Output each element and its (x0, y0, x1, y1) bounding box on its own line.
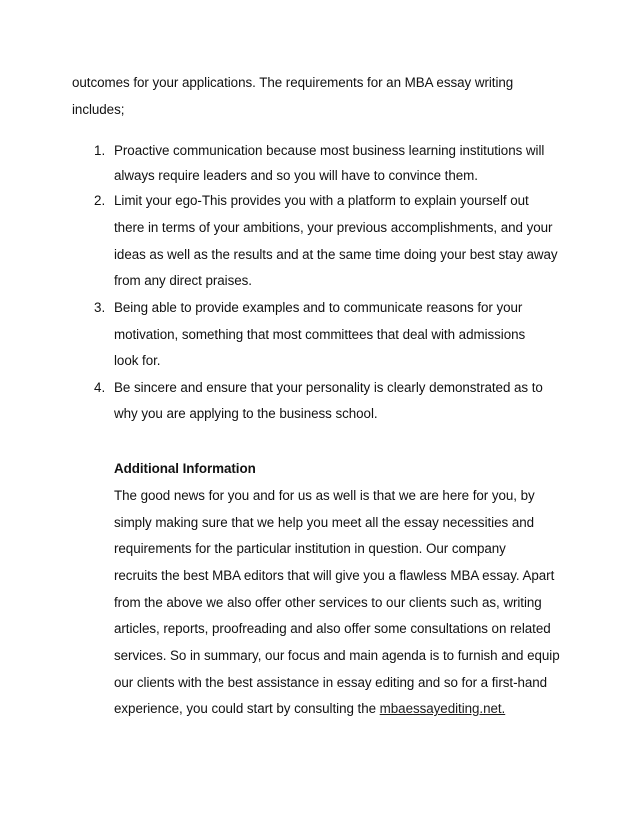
paragraph-text: experience, you could start by consulting the (114, 701, 380, 716)
paragraph-line: from the above we also offer other services to our clients such as, writing (114, 595, 542, 610)
section-heading: Additional Information (114, 461, 256, 476)
list-item-text: always require leaders and so you will have to convince them. (114, 168, 478, 183)
list-number: 4. (94, 380, 106, 395)
list-item-text: Being able to provide examples and to communicate reasons for your (114, 300, 523, 315)
paragraph-last-line (114, 700, 505, 718)
list-item-text: from any direct praises. (114, 273, 252, 288)
intro-line-2: includes; (72, 102, 125, 117)
list-number: 3. (94, 300, 106, 315)
intro-line-1: outcomes for your applications. The requirements for an MBA essay writing (72, 75, 514, 90)
paragraph-line: The good news for you and for us as well is that we are here for you, by (114, 488, 535, 503)
list-item-text: ideas as well as the results and at the same time doing your best stay away (114, 247, 558, 262)
list-item-text: Be sincere and ensure that your personality is clearly demonstrated as to (114, 380, 543, 395)
list-item-text: Limit your ego-This provides you with a platform to explain yourself out (114, 193, 529, 208)
list-item-text: motivation, something that most committees that deal with admissions (114, 327, 526, 342)
list-item-text: Proactive communication because most business learning institutions will (114, 143, 545, 158)
paragraph-line: articles, reports, proofreading and also offer some consultations on related (114, 621, 551, 636)
list-item-text: there in terms of your ambitions, your previous accomplishments, and your (114, 220, 553, 235)
website-link[interactable]: mbaessayediting.net. (379, 701, 506, 716)
paragraph-line: services. So in summary, our focus and main agenda is to furnish and equip (114, 648, 560, 663)
paragraph-line: requirements for the particular institution in question. Our company (114, 541, 506, 556)
list-item-text: why you are applying to the business school. (114, 406, 378, 421)
paragraph-line: recruits the best MBA editors that will give you a flawless MBA essay. Apart (114, 568, 555, 583)
paragraph-line: simply making sure that we help you meet all the essay necessities and (114, 515, 535, 530)
list-number: 2. (94, 193, 106, 208)
list-item-text: look for. (114, 353, 161, 368)
paragraph-line: our clients with the best assistance in essay editing and so for a first-hand (114, 675, 548, 690)
list-number: 1. (94, 143, 106, 158)
